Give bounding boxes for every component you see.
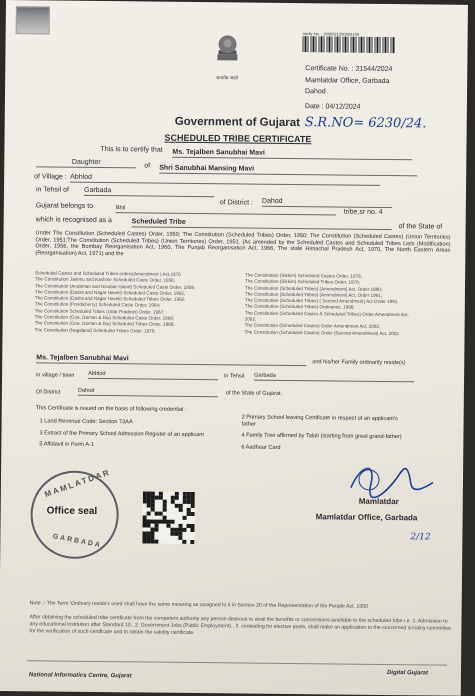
certify-label: This is to certify that: [100, 145, 163, 154]
credential-right-item: 6 Aadhaar Card: [241, 444, 281, 451]
credential-left-item: 3 Extract of the Primary School Admission Register of an applicant: [39, 429, 204, 438]
qr-code-icon: [142, 491, 195, 544]
digital-gujarat-label: Digital Gujarat: [386, 670, 429, 677]
orders-right-list: [244, 273, 455, 338]
order-right-item: The Constitution (Sikkim) Scheduled Castes Order, 1978;: [245, 272, 362, 279]
tribe-value: Bhil: [116, 205, 336, 215]
orders-left-list: [35, 270, 241, 335]
of-label: of: [144, 162, 151, 170]
emblem-caption: सत्यमेव जयते: [216, 75, 239, 81]
order-left-item: The Constitution (Goa, Daman & Diu) Scheduled Tribes Order, 1968;: [34, 320, 175, 328]
credential-left-item: 5 Affidavit in Form A-1: [39, 441, 94, 449]
credential-right-item: 4 Family Tree affirmed by Talati (starting from great grand-father): [241, 432, 402, 441]
applicant-photo: [16, 6, 50, 34]
recognised-label: which is recognised as a: [35, 216, 112, 225]
tehsil-value: Garbada: [84, 187, 214, 197]
order-left-item: Scheduled Castes and Scheduled Tribes orders(Amendment ) Act,1976: [35, 270, 181, 277]
handwritten-initial: 2/12: [410, 532, 431, 543]
office-seal-label: Office seal: [46, 505, 98, 517]
res-village-label: in village / town: [36, 372, 75, 379]
mamlatdar-office: Mamlatdar Office, Garbada: [315, 512, 418, 523]
res-tehsil-value: Garbada: [254, 373, 414, 382]
issuing-office: Mamlatdar Office, Garbada: [305, 77, 390, 86]
state-label: of the State of: [398, 223, 443, 231]
order-right-item: The Constitution (Scheduled Tribes) (Amendment) Act, Order 1990;: [244, 285, 383, 292]
relation: Daughter: [36, 158, 136, 168]
handwritten-serial-number: S.R.NO= 6230/24.: [304, 115, 427, 132]
order-left-item: The Constitution (Dadra and Nagar Haveli) Scheduled Caste Order, 1962;: [34, 289, 186, 296]
government-title: Government of Gujarat: [174, 115, 301, 130]
order-left-item: The Constitution (Dadra and Nagar Haveli) Scheduled Tribes Order, 1962;: [34, 295, 186, 303]
national-emblem: [212, 32, 243, 82]
order-right-item: 2002;: [244, 316, 257, 322]
barcode-image: [302, 36, 394, 53]
district-value: Dahod: [262, 198, 392, 208]
order-right-item: The Constitution (Sikkim) Scheduled Tribes Order, 1978;: [245, 278, 360, 286]
credentials-left: [39, 418, 224, 455]
order-right-item: The Constitution (Scheduled Tribes) ( Second Amendment) Act Order 1991.: [244, 297, 399, 305]
order-left-item: The Constitution (Andaman and Nicobar Island) Scheduled Caste Order, 1959;: [34, 282, 196, 290]
issuing-district: Dahod: [305, 88, 326, 96]
order-left-item: The Constitution (Nagaland) Scheduled Tribes Order, 1970;: [34, 326, 156, 334]
basis-label: This Certificate is issued on the basis of following credential :: [35, 405, 187, 413]
footer-divider: [27, 660, 447, 665]
issue-date: Date : 04/12/2024: [304, 103, 361, 111]
barcode-text: Verify No. : 2400021200002154: [302, 31, 359, 37]
note-text: Note :- The Term 'Ordinary reside's used shall have the same meaning as assigned to it in Section 20 of the Representation of the People Act, 1950: [29, 600, 369, 610]
order-right-item: The Constitution (Scheduled Tribes) (Amendment) Act, Order 1991;: [244, 291, 383, 298]
res-district-value: Dahod: [78, 388, 218, 397]
ashoka-emblem-icon: [212, 32, 242, 70]
constitution-orders-paragraph: Under The Constitution (Scheduled Castes) Order, 1950; The Constitution (Scheduled Tribes) Order, 1950; The Constitution (Scheduled Castes) (Union Territories) Order, 1951;The Constitution (Scheduled Tribes) (Union Territories) Order, 1951. [As amended by the Scheduled Castes and Scheduled Tribes Lists (Modification) Order, 1956, the Bombay Reorganisation Act, 1960, The Punjab Reorganisation Act, 1966, The state Himachal Pradesh Act, 1970, The North Eastern Areas (Reorganisation) Act, 1971) and the: [35, 230, 451, 258]
order-right-item: The Constitution (Scheduled Castes & Scheduled Tribes) Order Amendment Act,: [244, 310, 409, 318]
belongs-label: Gujarat belongs to: [35, 202, 94, 210]
validity-paragraph: After obtaining the scheduled tribe certificate from the competent authority any person desirous to avail the benefits or concessions available to the scheduled tribe i.e. 1. Admission to any educational institution after Standard 10., 2. Government Jobs (Public Employment)., 3. contesting for elective posts, shall make an application to the concerned scrutiny committee for the verification of such certificate and to obtain the validity certificate.: [29, 614, 452, 637]
seal-top-text: MAMLATDAR: [43, 467, 112, 500]
reside-label: and his/her Family ordinarily reside(s): [312, 359, 406, 367]
credential-left-item: 1 Land Revenue Code: Section 73AA: [39, 418, 133, 426]
seal-bottom-text: GARBADA: [52, 533, 103, 550]
barcode-block: [302, 31, 400, 53]
res-tehsil-label: in Tehsil: [224, 373, 245, 380]
res-state-label: of the State of Gujarat.: [225, 390, 283, 397]
nic-label: National Informatics Centre, Gujarat: [28, 672, 132, 680]
certificate-number: Certificate No. : 21544/2024: [305, 65, 393, 74]
tribe-number: tribe,sr no. 4: [343, 208, 383, 216]
order-left-item: The Constitution Scheduled Tribes (Uttar Pradesh) Order, 1967;: [34, 308, 165, 315]
order-left-item: The Constitution (Goa, Daman & Diu) Scheduled Caste Order, 1968;: [34, 314, 175, 321]
village-label: of Village :: [34, 173, 67, 181]
res-village-value: Abhlod: [88, 371, 218, 380]
res-district-label: Of District: [35, 389, 61, 396]
credential-right-item: 2 Primary School leaving Certificate in respect of an applicant's father: [241, 414, 398, 428]
order-right-item: The Constitution (Scheduled Castes) Order Amendment Act, 2002;: [244, 322, 381, 330]
resident-name: Ms. Tejalben Sanubhai Mavi: [36, 354, 306, 366]
tehsil-label: in Tehsil of: [35, 186, 70, 194]
district-label: of District :: [219, 199, 253, 207]
candidate-name: Ms. Tejalben Sanubhai Mavi: [172, 149, 412, 161]
father-name: Shri Sanubhai Mansing Mavi: [159, 165, 417, 177]
village-value: Abhlod: [70, 174, 380, 186]
recognised-value: Scheduled Tribe: [132, 218, 392, 230]
order-left-item: The Constitution Jammu and Kashmir Scheduled Caste Order, 1956;: [35, 276, 176, 284]
mamlatdar-title: Mamlatdar: [358, 496, 399, 507]
credentials-right: [241, 414, 411, 457]
order-right-item: The Constitution (Scheduled Castes) Order (Second Amendment) Act, 2002.: [244, 329, 401, 336]
certificate-title: SCHEDULED TRIBE CERTIFICATE: [164, 132, 312, 145]
order-left-item: The Constitution (Pondicherry) Scheduled Caste Order, 1964;: [34, 301, 161, 309]
order-right-item: The Constitution (Scheduled Tribes) Ordinance, 1996;: [244, 304, 355, 311]
